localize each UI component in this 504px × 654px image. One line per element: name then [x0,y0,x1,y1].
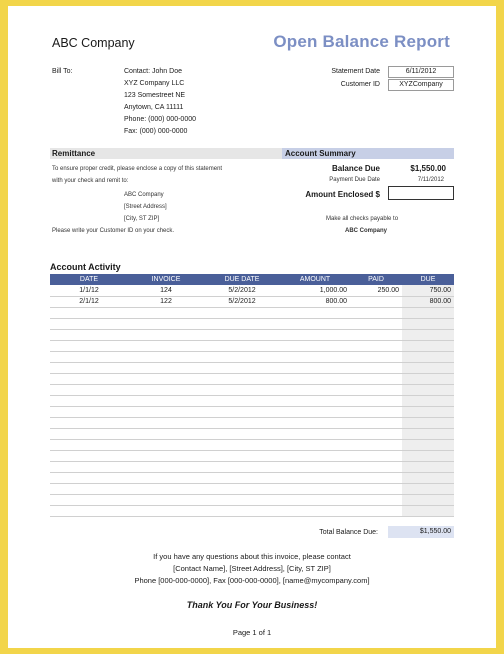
table-cell [350,417,402,428]
company-name: ABC Company [52,36,135,50]
table-cell [204,384,280,395]
statement-sheet [8,6,496,648]
table-cell [402,439,454,450]
table-row [50,307,454,318]
payable-note: Make all checks payable to [326,216,399,222]
table-cell [128,494,204,505]
table-row [50,461,454,472]
table-cell [50,351,128,362]
table-cell [402,373,454,384]
table-cell: 250.00 [350,285,402,296]
table-cell [50,406,128,417]
table-cell [280,472,350,483]
table-cell [280,340,350,351]
bill-to-line: 123 Somestreet NE [124,92,186,99]
table-cell [280,494,350,505]
bill-to-line: Phone: (000) 000-0000 [124,116,196,123]
customer-id-note: Please write your Customer ID on your check. [52,228,175,234]
table-cell [402,384,454,395]
table-cell [280,318,350,329]
remit-address-line: [City, ST ZIP] [124,216,160,222]
table-cell [204,494,280,505]
bill-to-line: Fax: (000) 000-0000 [124,128,188,135]
column-header-invoice: INVOICE [128,274,204,285]
bill-to-line: Anytown, CA 11111 [124,104,184,111]
table-cell [204,329,280,340]
table-cell [350,373,402,384]
table-cell [128,472,204,483]
footer-contact: [Contact Name], [Street Address], [City, ST ZIP] [173,564,331,573]
table-cell [280,417,350,428]
table-cell [280,428,350,439]
table-cell [402,505,454,516]
table-row [50,296,454,307]
table-cell [204,483,280,494]
table-cell [50,340,128,351]
table-row [50,340,454,351]
table-cell [402,494,454,505]
table-cell [280,384,350,395]
table-cell: 750.00 [402,285,454,296]
table-cell [280,450,350,461]
table-cell [204,450,280,461]
statement-date-value: 6/11/2012 [388,66,454,78]
amount-enclosed-label: Amount Enclosed $ [305,190,380,199]
table-cell [350,384,402,395]
table-cell [128,329,204,340]
table-cell [50,505,128,516]
table-row [50,450,454,461]
table-cell [280,406,350,417]
table-cell [280,395,350,406]
table-cell [50,472,128,483]
account-activity-title: Account Activity [50,262,121,272]
table-row [50,406,454,417]
table-cell [128,318,204,329]
table-cell [204,472,280,483]
total-balance-value: $1,550.00 [388,526,454,538]
table-cell [280,483,350,494]
table-cell [128,395,204,406]
table-cell [402,417,454,428]
payable-to: ABC Company [345,228,388,234]
table-cell [402,461,454,472]
statement-date-label: Statement Date [331,68,380,75]
table-cell [402,351,454,362]
table-cell [204,362,280,373]
table-cell [50,329,128,340]
table-cell [402,329,454,340]
table-cell [50,439,128,450]
table-cell [50,395,128,406]
table-cell [128,351,204,362]
table-cell [50,373,128,384]
table-row [50,505,454,516]
total-balance-label: Total Balance Due: [319,529,378,536]
column-header-due-date: DUE DATE [204,274,280,285]
table-cell [350,428,402,439]
table-cell [128,450,204,461]
table-cell [280,461,350,472]
table-row [50,329,454,340]
amount-enclosed-field[interactable] [388,186,454,200]
table-cell [204,395,280,406]
table-row [50,483,454,494]
table-cell [128,340,204,351]
remit-address-line: [Street Address] [124,204,167,210]
table-cell: 122 [128,296,204,307]
table-cell [402,472,454,483]
table-cell [50,384,128,395]
remittance-text: with your check and remit to: [52,178,129,184]
column-header-date: DATE [50,274,128,285]
table-cell [50,417,128,428]
table-cell [350,494,402,505]
table-cell [50,483,128,494]
table-cell [350,395,402,406]
table-cell [128,417,204,428]
table-row [50,472,454,483]
table-cell: 1,000.00 [280,285,350,296]
table-cell [280,362,350,373]
table-cell [350,296,402,307]
table-cell [204,439,280,450]
table-cell [402,340,454,351]
remit-address-line: ABC Company [124,192,164,198]
table-cell: 800.00 [402,296,454,307]
page-number: Page 1 of 1 [232,628,272,637]
table-cell [402,307,454,318]
customer-id-value: XYZCompany [388,79,454,91]
remittance-text: To ensure proper credit, please enclose a copy of this statement [52,166,223,172]
table-row [50,384,454,395]
report-title: Open Balance Report [273,32,450,51]
table-cell [350,329,402,340]
table-row [50,439,454,450]
table-cell [128,483,204,494]
account-activity-table [50,274,454,517]
table-cell [50,494,128,505]
table-row [50,285,454,296]
footer-phone: Phone [000-000-0000], Fax [000-000-0000], [name@mycompany.com] [134,576,370,585]
table-cell [50,362,128,373]
table-cell [128,373,204,384]
column-header-amount: AMOUNT [280,274,350,285]
table-cell: 800.00 [280,296,350,307]
table-row [50,417,454,428]
table-row [50,373,454,384]
table-cell [280,505,350,516]
activity-rows [50,285,454,516]
table-row [50,428,454,439]
table-cell [350,307,402,318]
table-cell [402,362,454,373]
table-cell [50,428,128,439]
table-cell: 1/1/12 [50,285,128,296]
column-header-due: DUE [402,274,454,285]
table-cell [204,351,280,362]
payment-due-date-value: 7/11/2012 [417,177,444,183]
table-cell [402,395,454,406]
table-cell [280,307,350,318]
table-cell [350,340,402,351]
table-cell [402,428,454,439]
account-summary-heading: Account Summary [282,148,454,159]
table-cell [204,340,280,351]
table-cell [204,428,280,439]
table-cell [128,406,204,417]
table-cell [402,406,454,417]
bill-to-line: XYZ Company LLC [124,80,185,87]
table-cell: 2/1/12 [50,296,128,307]
table-cell [402,318,454,329]
table-cell [350,362,402,373]
table-cell [350,472,402,483]
table-cell [128,307,204,318]
table-cell [280,351,350,362]
table-cell [204,417,280,428]
table-cell [204,373,280,384]
bill-to-line: Contact: John Doe [124,68,182,75]
table-cell [204,318,280,329]
table-cell: 124 [128,285,204,296]
table-cell [350,406,402,417]
table-row [50,318,454,329]
table-row [50,395,454,406]
table-cell [280,439,350,450]
table-cell [204,307,280,318]
table-cell [402,483,454,494]
balance-due-value: $1,550.00 [410,164,446,173]
table-cell [350,351,402,362]
table-cell [128,461,204,472]
table-cell [128,362,204,373]
table-row [50,351,454,362]
table-cell [350,483,402,494]
table-cell [402,450,454,461]
table-cell [350,439,402,450]
table-cell [128,505,204,516]
table-cell [128,384,204,395]
table-row [50,494,454,505]
thank-you-message: Thank You For Your Business! [186,600,318,610]
balance-due-label: Balance Due [331,164,380,173]
table-cell [350,505,402,516]
table-cell [204,505,280,516]
table-cell [50,307,128,318]
table-cell [280,373,350,384]
table-cell [50,461,128,472]
table-cell: 5/2/2012 [204,285,280,296]
table-row [50,362,454,373]
table-cell: 5/2/2012 [204,296,280,307]
payment-due-date-label: Payment Due Date [329,177,380,183]
table-cell [50,450,128,461]
column-header-paid: PAID [350,274,402,285]
table-cell [50,318,128,329]
table-cell [350,318,402,329]
table-cell [350,461,402,472]
footer-question: If you have any questions about this invoice, please contact [153,552,351,561]
customer-id-label: Customer ID [340,81,380,88]
table-cell [350,450,402,461]
table-cell [128,439,204,450]
remittance-heading: Remittance [50,148,282,159]
table-cell [128,428,204,439]
table-cell [204,406,280,417]
table-cell [204,461,280,472]
table-cell [280,329,350,340]
bill-to-label: Bill To: [52,68,73,75]
